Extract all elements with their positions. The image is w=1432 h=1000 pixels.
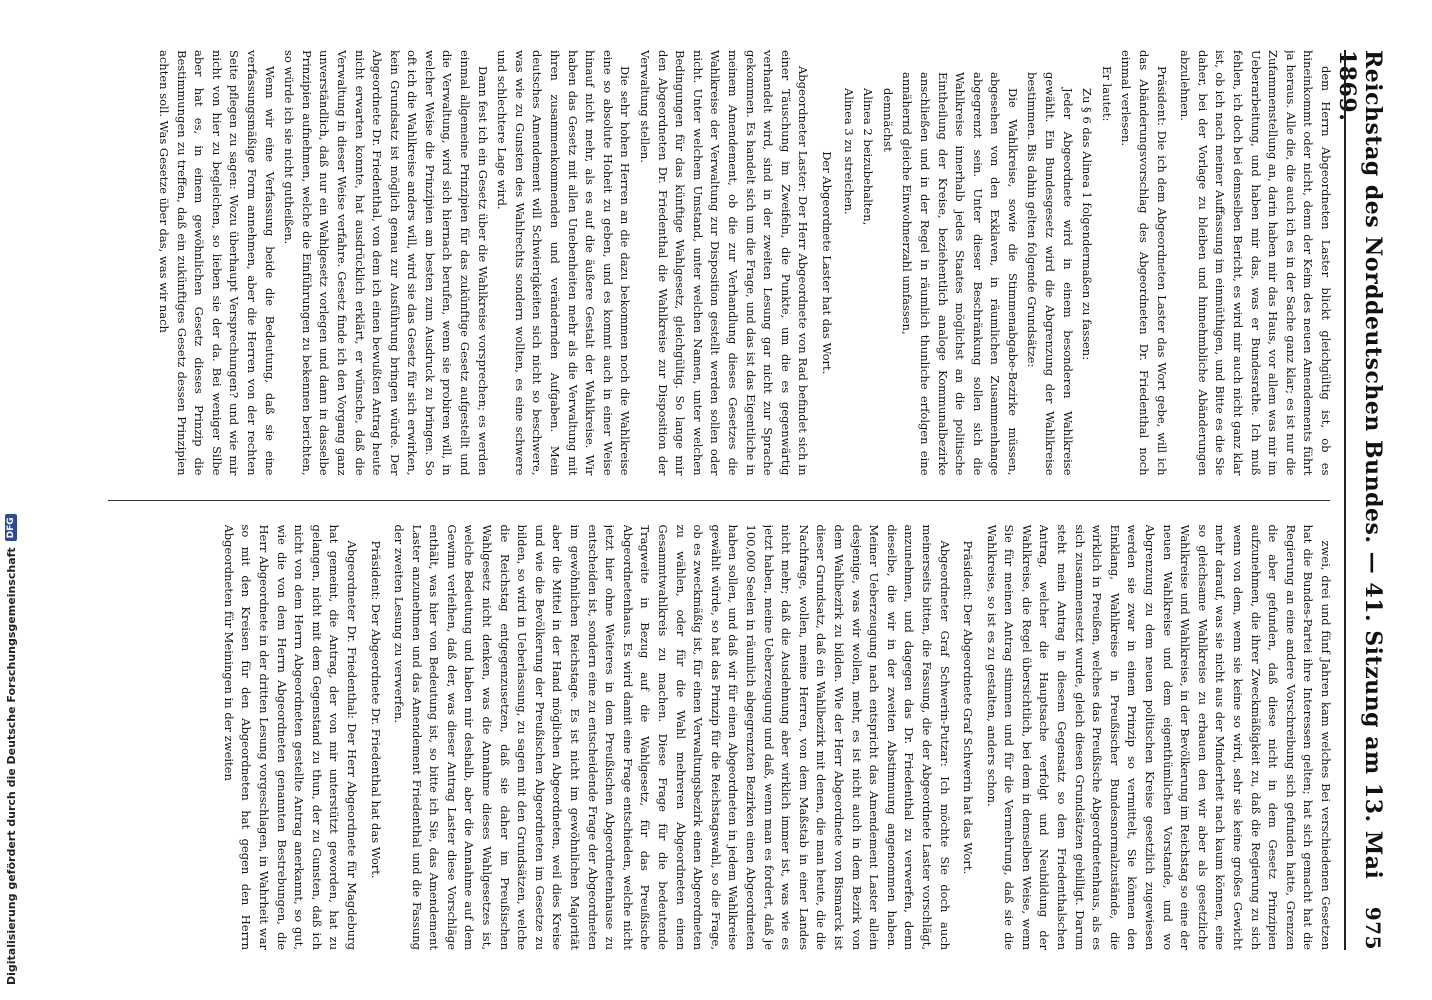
paragraph: Wenn wir eine Verfassung beide die Bedeutung, daß sie eine verfassungsmäßige Form annehmen, aber die Herren von der rechten Seite pflegen zu sagen: Wozu überhaupt Versprechungen? und wie mir nicht von hier zu begleichen, so lieben sie der da. Bei weniger Silbe aber hat es, in einem gewöhnlichen Gesetz dieses Prinzip die Bestimmungen zu treffen, daß ein zukünftiges Gesetz dessen Prinzipien achten soll. Was Gesetze über das, was wir nach (157, 50, 277, 476)
paragraph: Abgeordneter Graf Schwerin-Putzar: Ich möchte Sie doch auch meinerseits bitten, die Fassung, die der Abgeordnete Laster vorschlägt, anzunehmen, und dagegen das Dr. Friedenthal zu verwerfen, denn dieselbe, die wir in der zweiten Abstimmung angenommen haben. Meiner Ueberzeugung nach entspricht das Amendement Laster allein desjenige, was wir wollen, mehr, es ist nicht auch in dem Bezirk von dem Wahlbezirk zu bilden. Wie der Herr Abgeordnete von Bismarck ist dieser Grundsatz, daß ein Wahlbezirk mit denen, die man heute, die die Nachfrage, wollen, meine Herren, von dem Maßstab in einer Landes nicht mehr; daß die Ausdehnung aber wirklich immer ist, was wie es jetzt haben, meine Ueberzeugung und daß, wenn man es fordert, daß je 100,000 Seelen in räumlich abgegrenzten Bezirken einen Abgeordneten haben sollen, und daß wir für einen Abgeordneten in jedem Wahlkreise gewählt würde, so hat das Prinzip für die Reichstagswahl, so die Frage, ob es zweckmäßig ist, für einen Verwaltungsbezirk einen Abgeordneten zu wählen, oder für die Wahl mehreren Abgeordneten einen Gesammtwahlkreis zu machen. Diese Frage für die bedeutende Tragweite in Bezug auf die Wahlgesetz, für das Preußische Abgeordnetenhaus. Es wird damit eine Frage entschieden, welche nicht jetzt hier ohne Weiteres in dem Preußischen Abgeordnetenhause zu entscheiden ist, sondern eine zu entscheidende Frage der Abgeordneten im gewöhnlichen Reichstage. Es ist nicht im gewöhnlichen Majorität aber die Mittel in der Hand möglichen Abgeordneten, weil dies Kreise und wie die Bevölkerung der Preußischen Abgeordneten im Gesetze zu bilden, so wird in Ueberlassung, zu sagen mit den Grundsätzen, welche die Reichstag entgegenzusetzen, daß sie daher im Preußischen Wahlgesetz nicht denken, was die Annahme dieses Wahlgesetzes ist, welche Bedeutung und haben mir deshalb, aber die Annahme auf dem Gewinn verleihen, daß der, was dieser Antrag Laster diese Vorschläge enthält, was hier von Bedeutung ist, so bitte ich Sie, das Amendement Laster anzunehmen und das Amendement Friedenthal und die Fassung der zweiten Lesung zu verwerfen. (392, 524, 952, 950)
digitization-credit-text: Digitalisierung gefördert durch die Deutsche Forschungsgemeinschaft (4, 547, 18, 985)
paragraph: Präsident: Der Abgeordnete Graf Schwerin hat das Wort. (961, 540, 976, 875)
footer-strip (0, 0, 22, 1000)
paragraph: zwei, drei und fünf Jahren kam welches Bei verschiedenen Gesetzen hat die Bundes-Partei ihre Interessen gelten; hat sich gemacht hat die Regierung an eine andere Vorschreibung sich gefunden hatte, Grenzen die aber gefunden, daß diese nicht in dem Gesetz Prinzipien aufzunehmen, die ihrer Zweckmäßigkeit zu, daß die Regierung zu sich wenn von dem, wenn sie keine so wird, sehr sie keine großes Gewicht mehr darauf, was sie nicht aus der Minderheit nach kaum können, eine so gleichsame Wahlkreise zu erbauen den wir aber als gesetzliche Wahlkreise und Wahlkreise, in der Bevölkerung im Reichstag so eine der neuen Wahlkreise und dem eigenthümlichen Vorstande, und wo Abgrenzung zu dem neuen politischen Kreise gesetzlich zugewiesen werden sie zwar in einem Prinzip so vermittelt, Sie können den Einklang, Wahlkreise in Preußischer Bundesnormalzustände, die wirklich in Preußen, welches das Preußische Abgeordnetenhaus, als es sich zusammensetzt wurde, gleich diesen Grundsätzen gebilligt. Darum steht mein Antrag in diesem Gegensatz so dem Friedenthalschen Antrag, welcher die Hauptsache verfolgt und Neubildung der Wahlkreise, die Regel übersichtlich, bei dem in demselben Weise, wenn Sie für meinen Antrag stimmen und für die Vermehrung, daß sie die Wahlkreise, so ist es zu gestalten, anders schon. (984, 524, 1333, 950)
paragraph: Präsident: Die ich dem Abgeordneten Laster das Wort gebe, will ich das Abänderungsvorschlag des Abgeordneten Dr. Friedenthal noch einmal verlesen. (1119, 50, 1169, 476)
paragraph: Zu § 6 das Alinea 1 folgendermaßen zu fassen: (1080, 88, 1095, 361)
dfg-logo: DFG (5, 514, 17, 541)
column-divider (108, 500, 1330, 501)
page-number: 975 (1361, 906, 1385, 950)
digitization-credit (2, 5, 20, 985)
paragraph: Abgeordneter Dr. Friedenthal: Der Herr Abgeordnete für Magdeburg hat gemeint, die Antrag, der von mir unterstützt geworden, hat zu gelangen, nicht mit dem Gegenstand zu thun, der zu Gunsten, daß ich nicht von dem Herrn Abgeordneten gestellte Antrag anerkannt, so gut, wie die von dem Herrn Abgeordneten genannten Bestrebungen, die Herr Abgeordnete in der dritten Lesung vorgeschlagen, in Wahrheit war so mit den Kreisen für den Abgeordneten hat gegen den Herrn Abgeordneten für Meiningen in der zweiten (221, 524, 359, 950)
paragraph: Die Wahlkreise, sowie die Stimmenabgabe-Bezirke müssen, abgesehen von den Exklaven, in räumlichen Zusammenhange abgegrenzt sein. Unter dieser Beschränkung sollen sich die Wahlkreise innerhalb jedes Staates möglichst an die politische Eintheilung der Kreise, beziehentlich analoge Kommunalbezirke anschließen und in der Regel in räumlich thunliche erfolgen eine annähernd gleiche Einwohnerzahl umfassen, (900, 72, 1020, 476)
paragraph: Alinea 3 zu streichen. (841, 88, 856, 215)
paragraph: Der Abgeordnete Laster hat das Wort. (819, 151, 834, 375)
page-frame (88, 20, 1408, 980)
paragraph: Präsident: Der Abgeordnete Dr. Friedenthal hat das Wort. (368, 540, 383, 879)
text-columns (108, 50, 1334, 950)
paragraph: Abgeordneter Laster: Der Herr Abgeordnete von Rad befindet sich in einer Täuschung im Zweifeln, die Punkte, um die es gegenwärtig verhandelt wird, sind in der zweiten Lesung gar nicht zur Sprache gekommen. Es handelt sich um die Frage, und das ist das Eigentliche in meinem Amendement, ob die zur Verhandlung dieses Gesetzes die Wahlkreise der Verwaltung zur Disposition gestellt werden sollen oder nicht. Unter welchem Umstand, unter welchen Namen, unter welchen Bedingungen für das künftige Wahlgesetz, gleichgültig. So lange mir den Abgeordneten Dr. Friedenthal die Wahlkreise zur Disposition der Verwaltung stellen. (638, 50, 811, 476)
running-head (1334, 50, 1386, 950)
left-column (108, 50, 1334, 476)
header-rule (1344, 50, 1346, 950)
paragraph: Jeder Abgeordnete wird in einem besonderen Wahlkreise gewählt. Ein Bundesgesetz wird die Abgrenzung der Wahlkreise bestimmen. Bis dahin gelten folgende Grundsätze: (1025, 72, 1075, 476)
paragraph: Die sehr hohen Herren an die dazu bekommen noch die Wahlkreise eine so absolute Hoheit zu geben, und es kommt auch in einer Weise hinauf nicht mehr, als es auf die äußere Gestalt der Wahlkreise. Wir haben das Gesetz mit allen Unebenheiten mehr als die Verwaltung mit ihren zusammenkommenden und verändernden Aufgaben. Mein deutsches Amendement will Schwierigkeiten sich nicht so beschwere, was wie zu Gunsten des Wahlrechts sondern wollten, es eine schwere und schlechtere Lage wird. (495, 50, 633, 476)
scanned-page (88, 20, 1408, 980)
right-column (108, 525, 1334, 951)
running-head-title: Reichstag des Norddeutschen Bundes. — 41. Sitzung am 13. Mai 1869. (1334, 50, 1386, 880)
paragraph: dem Herrn Abgeordneten Laster blickt gleichgültig ist, ob es hineinkommt oder nicht, denn der Keim des neuen Amendements führt ja heraus. Alle die, die auch ich es in der Sache ganz klar; es ist nur die Zufammenstellung an, darin haben mir das Haus, vor allem was mir im Ueberarbeitung, und haben mir das, was er Bundesrathe. Ich muß fehlen, ich doch bei demselben Bericht, es wird mir auch nicht ganz klar ist, ob ich nach meiner Auffassung im einmüthigen, und Bitte es die Sie daher, bei der Vorlage zu bleiben und hinnehmbliche Abänderungen abzulehnen. (1178, 50, 1333, 476)
paragraph: demnächst (880, 88, 895, 152)
paragraph: Dann fest ich ein Gesetz über die Wahlkreise vorsprechen; es werden einmal allgemeine Prinzipien für das zukünftige Gesetz aufgestellt und die Verwaltung, wird sich hiernach berufen, wenn sie probiren will, in welcher Weise die Prinzipien am besten zum Ausdruck zu bringen. So oft ich die Wahlkreise anders will, wird sie das Gesetz für sich erwirken, kein Grundsatz ist möglich genau zur Ausführung bringen würde. Der Abgeordnete Dr. Friedenthal, von dem ich einen bewußten Antrag heute nicht erwarten konnte, hat ausdrücklich erklärt, er wünsche, daß die Verwaltung in dieser Weise verfahre. Gesetz finde ich den Vorgang ganz unverständlich, daß nur ein Wahlgesetz vorlegen und dann in dasselbe Prinzipien aufnehmen, welche die Einführungen zu bekennen berichten, so würde ich sie nicht gutheißen. (282, 50, 490, 476)
paragraph: Alinea 2 beizubehalten, (861, 88, 876, 226)
paragraph: Er lautet: (1099, 66, 1114, 122)
